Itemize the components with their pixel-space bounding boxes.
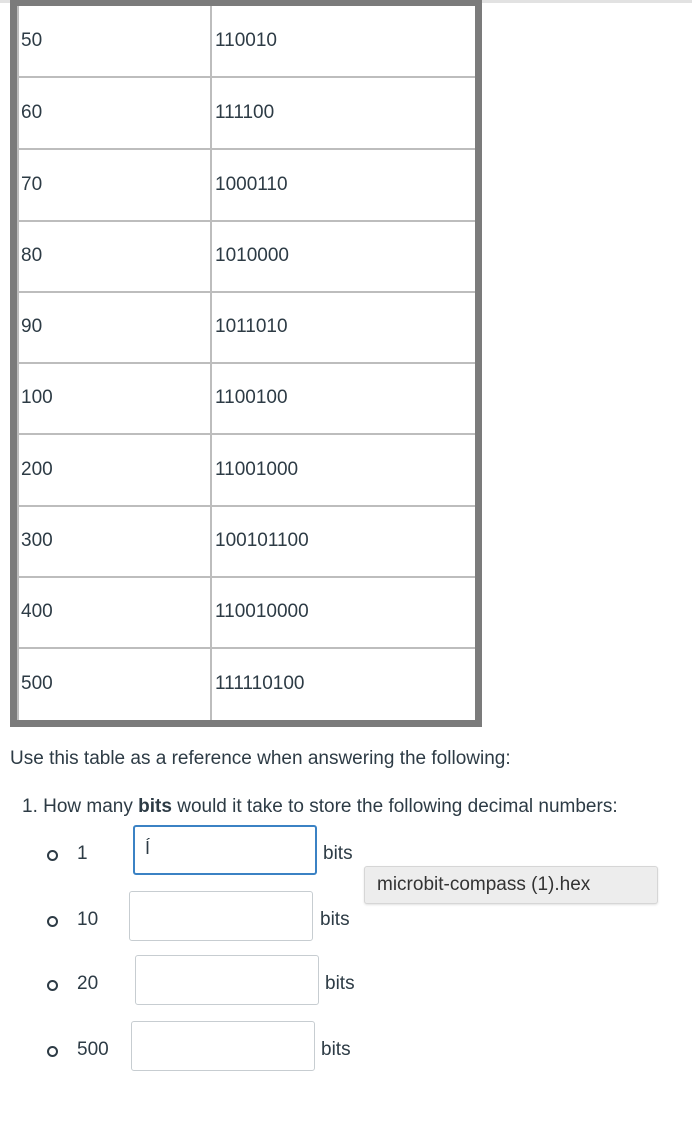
table-row (17, 221, 475, 293)
table-row (17, 292, 475, 364)
binary-cell: 111100 (215, 102, 275, 123)
question-text (22, 796, 618, 818)
bits-answer-input[interactable] (135, 955, 319, 1005)
decimal-cell: 60 (21, 102, 43, 123)
decimal-cell: 90 (21, 316, 43, 337)
binary-cell: 111110100 (215, 673, 305, 694)
bullet-icon (47, 916, 58, 927)
bullet-icon (47, 850, 58, 861)
unit-label: bits (323, 843, 353, 864)
binary-reference-table (10, 0, 482, 727)
unit-label: bits (321, 1039, 351, 1060)
question-prefix: 1. How many (22, 796, 139, 817)
question-bold-term: bits (138, 796, 172, 817)
unit-label: bits (325, 973, 355, 994)
table-row (17, 506, 475, 578)
number-label: 500 (77, 1039, 109, 1060)
decimal-cell: 70 (21, 174, 43, 195)
bits-answer-input[interactable] (131, 1021, 315, 1071)
text-cursor: Í (145, 838, 151, 858)
bullet-icon (47, 1046, 58, 1057)
table-row (17, 577, 475, 649)
unit-label: bits (320, 909, 350, 930)
binary-cell: 11001000 (215, 459, 299, 480)
table-row (17, 6, 475, 78)
download-file-chip[interactable]: microbit-compass (1).hex (364, 866, 658, 904)
binary-cell: 1011010 (215, 316, 288, 337)
table-row (17, 363, 475, 435)
binary-cell: 100101100 (215, 530, 309, 551)
table-row (17, 435, 475, 507)
intro-text: Use this table as a reference when answering the following: (10, 748, 511, 769)
binary-cell: 110010000 (215, 601, 309, 622)
number-label: 20 (77, 973, 99, 994)
number-label: 1 (77, 843, 88, 864)
table-row (17, 78, 475, 150)
table-body (17, 6, 475, 720)
decimal-cell: 100 (21, 387, 53, 408)
binary-cell: 1100100 (215, 387, 288, 408)
question-suffix: would it take to store the following decimal numbers: (171, 796, 618, 817)
binary-cell: 1000110 (215, 174, 288, 195)
bits-answer-input[interactable] (129, 891, 313, 941)
bullet-icon (47, 980, 58, 991)
decimal-cell: 300 (21, 530, 53, 551)
decimal-cell: 500 (21, 673, 53, 694)
binary-cell: 1010000 (215, 245, 289, 266)
binary-cell: 110010 (215, 30, 277, 51)
decimal-cell: 80 (21, 245, 43, 266)
table-row (17, 648, 475, 720)
decimal-cell: 400 (21, 601, 53, 622)
bits-answer-input[interactable] (133, 825, 317, 875)
decimal-cell: 200 (21, 459, 53, 480)
decimal-cell: 50 (21, 30, 43, 51)
table-row (17, 150, 475, 222)
number-label: 10 (77, 909, 99, 930)
